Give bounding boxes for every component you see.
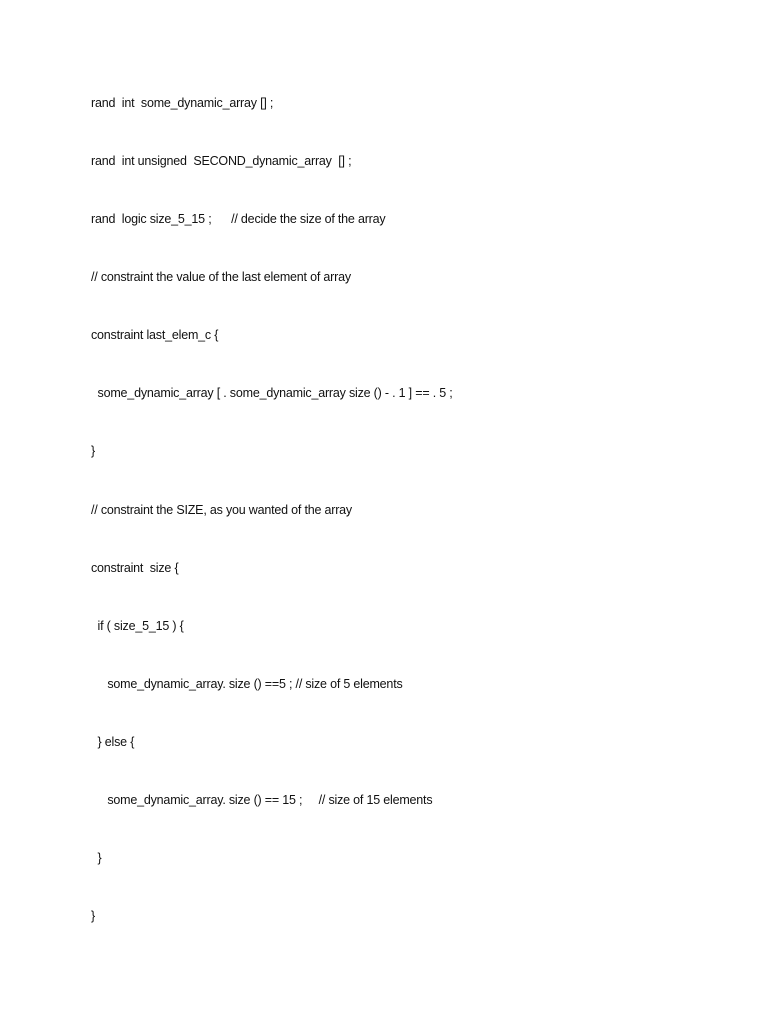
code-line-constraint-last-elem: constraint last_elem_c { bbox=[91, 328, 219, 342]
code-line-size-5: some_dynamic_array. size () ==5 ; // size of 5 elements bbox=[91, 677, 403, 691]
code-comment-last-element: // constraint the value of the last element of array bbox=[91, 270, 351, 284]
code-line-rand-logic-size: rand logic size_5_15 ; // decide the size of the array bbox=[91, 212, 386, 226]
code-line-close-constraint: } bbox=[91, 909, 95, 923]
code-line-constraint-size: constraint size { bbox=[91, 561, 179, 575]
code-line-else: } else { bbox=[91, 735, 135, 749]
code-line-last-elem-body: some_dynamic_array [ . some_dynamic_array size () - . 1 ] == . 5 ; bbox=[91, 386, 453, 400]
code-line-close-brace: } bbox=[91, 444, 95, 458]
code-line-rand-unsigned-array: rand int unsigned SECOND_dynamic_array [] ; bbox=[91, 154, 352, 168]
code-line-close-if: } bbox=[91, 851, 102, 865]
code-line-rand-int-array: rand int some_dynamic_array [] ; bbox=[91, 96, 274, 110]
code-comment-size: // constraint the SIZE, as you wanted of the array bbox=[91, 503, 352, 517]
code-line-if-size: if ( size_5_15 ) { bbox=[91, 619, 184, 633]
code-line-size-15: some_dynamic_array. size () == 15 ; // size of 15 elements bbox=[91, 793, 433, 807]
